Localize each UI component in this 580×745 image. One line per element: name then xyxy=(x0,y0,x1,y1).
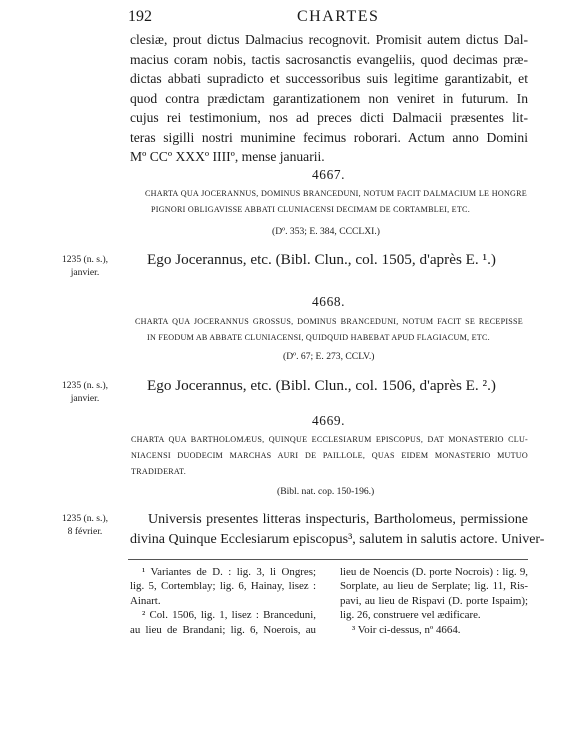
text-line: divina Quinque Ecclesiarum episcopus³, salutem in salutis actore. Univer- xyxy=(130,532,545,547)
text-line: cujus rei testimonium, nos ad preces dicti Dalmacii præsentes lit- xyxy=(130,110,528,125)
running-title: CHARTES xyxy=(297,8,380,25)
margin-date xyxy=(55,512,115,538)
footnote-line: ² Col. 1506, lig. 1, lisez : Branceduni, xyxy=(142,609,316,622)
charter-text: Ego Jocerannus, etc. (Bibl. Clun., col. 1505, d'après E. ¹.) xyxy=(147,251,496,268)
title-line: CHARTA QUA BARTHOLOMÆUS, QUINQUE ECCLESIARUM EPISCOPUS, DAT MONASTERIO CLU- xyxy=(131,435,528,444)
title-line: CHARTA QUA JOCERANNUS, DOMINUS BRANCEDUNI, NOTUM FACIT DALMACIUM LE HONGRE xyxy=(145,189,527,198)
charter-reference: (Bibl. nat. cop. 150-196.) xyxy=(277,486,375,497)
footnote-line: lig. 26, construere vel ædificare. xyxy=(340,609,481,622)
charter-text: Ego Jocerannus, etc. (Bibl. Clun., col. 1506, d'après E. ².) xyxy=(147,377,496,394)
date-year: 1235 (n. s.), xyxy=(61,254,109,265)
charter-title xyxy=(131,432,528,480)
title-line: PIGNORI OBLIGAVISSE ABBATI CLUNIACENSI DECIMAM DE CORTAMBLEI, ETC. xyxy=(151,205,470,214)
text-line: clesiæ, prout dictus Dalmacius recognovit. Promisit autem dictus Dal- xyxy=(130,32,528,47)
title-line: TRADIDERAT. xyxy=(131,467,186,476)
page-number: 192 xyxy=(128,8,152,25)
charter-reference: (Dº. 67; E. 273, CCLV.) xyxy=(283,351,375,362)
intro-paragraph xyxy=(130,30,528,167)
footnote-line: ³ Voir ci-dessus, nº 4664. xyxy=(352,623,461,636)
footnote-line: ¹ Variantes de D. : lig. 3, li Ongres; xyxy=(142,566,316,578)
charter-title xyxy=(145,186,527,218)
footnote-separator xyxy=(128,559,528,560)
footnote-line: Ainart. xyxy=(130,594,161,607)
charter-number: 4668. xyxy=(312,294,346,309)
charter-text xyxy=(130,510,545,550)
date-month: 8 février. xyxy=(67,526,103,537)
date-month: janvier. xyxy=(70,267,100,278)
date-year: 1235 (n. s.), xyxy=(61,513,109,524)
footnotes-left-column xyxy=(130,565,316,637)
text-line: quod contra prædictam garantizationem non veniret in futurum. In xyxy=(130,90,528,106)
footnote-line: lig. 5, Cortemblay; lig. 6, Hainay, lisez : xyxy=(130,580,316,593)
date-month: janvier. xyxy=(70,393,100,404)
footnotes-right-column xyxy=(340,565,528,637)
text-line: macius coram nobis, tactis sacrosanctis evangeliis, quod decimas præ- xyxy=(130,51,528,67)
footnote-line: Sorplate, au lieu de Serplate; lig. 11, Ris- xyxy=(340,580,528,593)
charter-reference: (Dº. 353; E. 384, CCCLXI.) xyxy=(272,226,380,237)
text-line: teras sigilli nostri munimine fecimus roborari. Actum anno Domini xyxy=(130,129,528,145)
title-line: CHARTA QUA JOCERANNUS GROSSUS, DOMINUS BRANCEDUNI, NOTUM FACIT SE RECEPISSE xyxy=(135,317,523,326)
charter-number: 4667. xyxy=(312,167,346,182)
margin-date xyxy=(55,379,115,405)
date-year: 1235 (n. s.), xyxy=(61,380,109,391)
text-line: dictas abbati supradicto et successoribus suis legitime garantizabit, et xyxy=(130,71,528,86)
margin-date xyxy=(55,253,115,279)
footnote-line: lieu de Noencis (D. porte Nocrois) : lig. 9, xyxy=(340,566,528,578)
title-line: IN FEODUM AB ABBATE CLUNIACENSI, QUIDQUID HABEBAT APUD FLAGIACUM, ETC. xyxy=(147,333,490,342)
charter-title xyxy=(135,314,523,346)
text-line: Universis presentes litteras inspecturis, Bartholomeus, permissione xyxy=(148,512,528,527)
title-line: NIACENSI DUODECIM MARCHAS AURI DE PAILLOLE, QUAS EIDEM MONASTERIO MUTUO xyxy=(131,451,528,460)
footnote-line: au lieu de Brandani; lig. 6, Noerois, au xyxy=(130,623,316,636)
charter-number: 4669. xyxy=(312,413,346,428)
footnote-line: pavi, au lieu de Rispavi (D. porte Ispaim); xyxy=(340,594,528,607)
text-line: Mº CCº XXXº IIIIº, mense januarii. xyxy=(130,149,325,164)
